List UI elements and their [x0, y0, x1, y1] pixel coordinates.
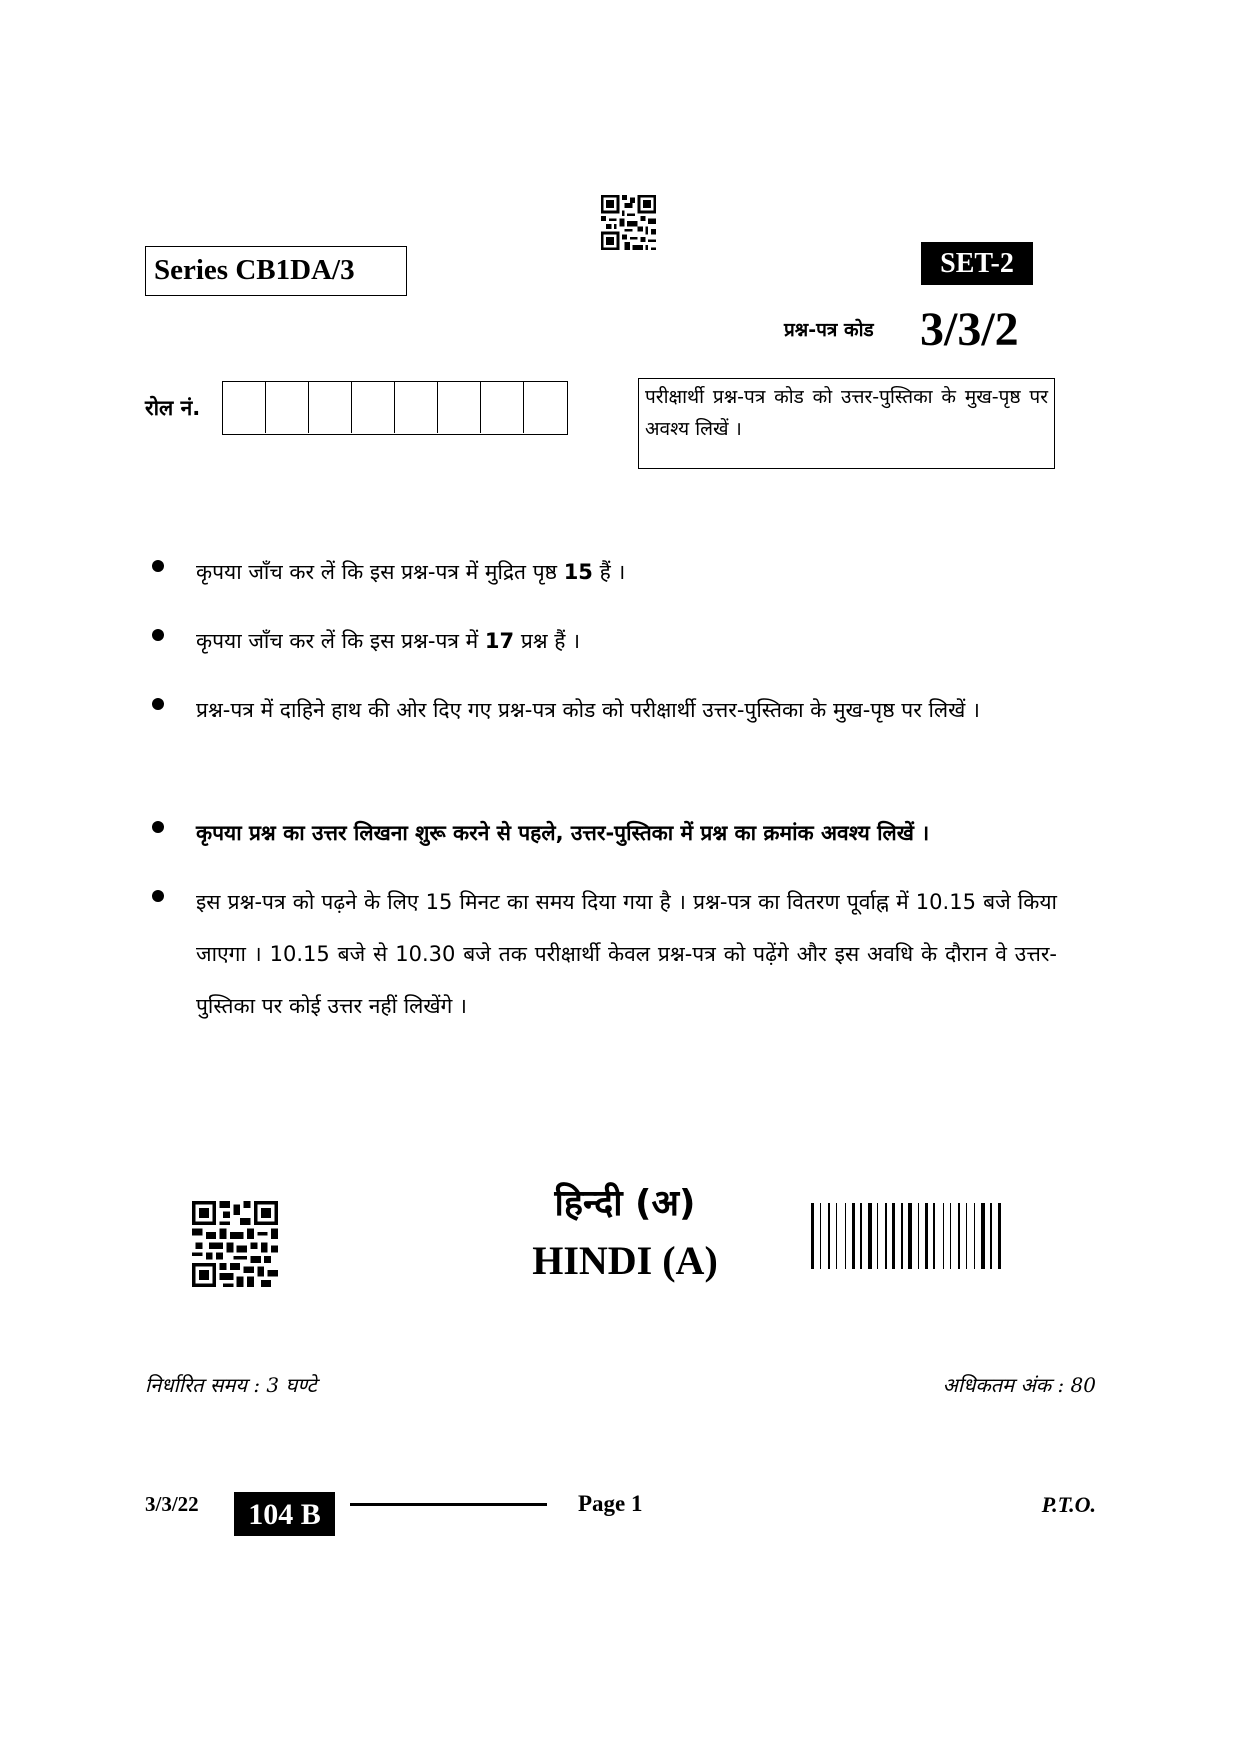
series-label: Series CB1DA/3: [145, 246, 407, 296]
roll-number-cell[interactable]: [352, 382, 395, 433]
roll-number-boxes[interactable]: [222, 381, 568, 435]
paper-code-value: 3/3/2: [920, 303, 1019, 356]
footer-divider: [350, 1503, 547, 1506]
barcode-icon: [811, 1203, 1091, 1269]
roll-number-cell[interactable]: [395, 382, 438, 433]
instruction-text: इस प्रश्न-पत्र को पढ़ने के लिए 15 मिनट का समय दिया गया है । प्रश्न-पत्र का वितरण पूर्वाह्न में 10.15 बजे किया जाएगा । 10.15 बजे से 10.30 बजे तक परीक्षार्थी केवल प्रश्न-पत्र को पढ़ेंगे और इस अवधि के दौरान वे उत्तर-पुस्तिका पर कोई उत्तर नहीं लिखेंगे ।: [196, 890, 1057, 1018]
footer-badge: 104 B: [234, 1492, 335, 1536]
roll-number-cell[interactable]: [524, 382, 567, 433]
roll-number-cell[interactable]: [223, 382, 266, 433]
instruction-item: [152, 615, 1057, 667]
bullet-icon: [152, 821, 164, 833]
bullet-icon: [152, 560, 164, 572]
instruction-text: कृपया जाँच कर लें कि इस प्रश्न-पत्र में: [196, 629, 485, 653]
instruction-text: हैं ।: [592, 560, 626, 584]
instruction-emphasis: 17: [484, 629, 515, 653]
bullet-icon: [152, 890, 164, 902]
page-number: Page 1: [578, 1491, 643, 1516]
qr-code-icon: [601, 195, 656, 250]
time-allowed-label: निर्धारित समय : 3 घण्टे: [145, 1373, 317, 1397]
roll-number-cell[interactable]: [309, 382, 352, 433]
qr-code-icon: [192, 1201, 278, 1287]
instruction-text: प्रश्न हैं ।: [514, 629, 581, 653]
instruction-text: कृपया जाँच कर लें कि इस प्रश्न-पत्र में मुद्रित पृष्ठ: [196, 560, 564, 584]
roll-number-label: रोल नं.: [145, 396, 201, 420]
instruction-item: [152, 546, 1057, 598]
paper-code-label: प्रश्न-पत्र कोड: [784, 319, 874, 341]
roll-number-cell[interactable]: [481, 382, 524, 433]
bullet-icon: [152, 698, 164, 710]
instruction-text: प्रश्न-पत्र में दाहिने हाथ की ओर दिए गए प्रश्न-पत्र कोड को परीक्षार्थी उत्तर-पुस्तिका के मुख-पृष्ठ पर लिखें ।: [196, 698, 980, 722]
max-marks-label: अधिकतम अंक : 80: [942, 1373, 1096, 1397]
please-turn-over-label: P.T.O.: [1041, 1492, 1096, 1517]
instruction-item: [152, 684, 1057, 736]
footer-paper-code: 3/3/22: [145, 1492, 199, 1516]
set-badge: SET-2: [921, 242, 1033, 285]
instruction-notice-box: परीक्षार्थी प्रश्न-पत्र कोड को उत्तर-पुस्तिका के मुख-पृष्ठ पर अवश्य लिखें ।: [638, 378, 1055, 469]
instruction-item: [152, 876, 1057, 1032]
instruction-text: कृपया प्रश्न का उत्तर लिखना शुरू करने से पहले, उत्तर-पुस्तिका में प्रश्न का क्रमांक अवश्य लिखें ।: [196, 821, 930, 845]
roll-number-cell[interactable]: [266, 382, 309, 433]
subject-title-english: HINDI (A): [532, 1238, 718, 1283]
bullet-icon: [152, 629, 164, 641]
instruction-emphasis: 15: [563, 560, 593, 584]
roll-number-cell[interactable]: [438, 382, 481, 433]
subject-title-hindi: हिन्दी (अ): [554, 1183, 696, 1224]
instruction-item: [152, 807, 1057, 859]
